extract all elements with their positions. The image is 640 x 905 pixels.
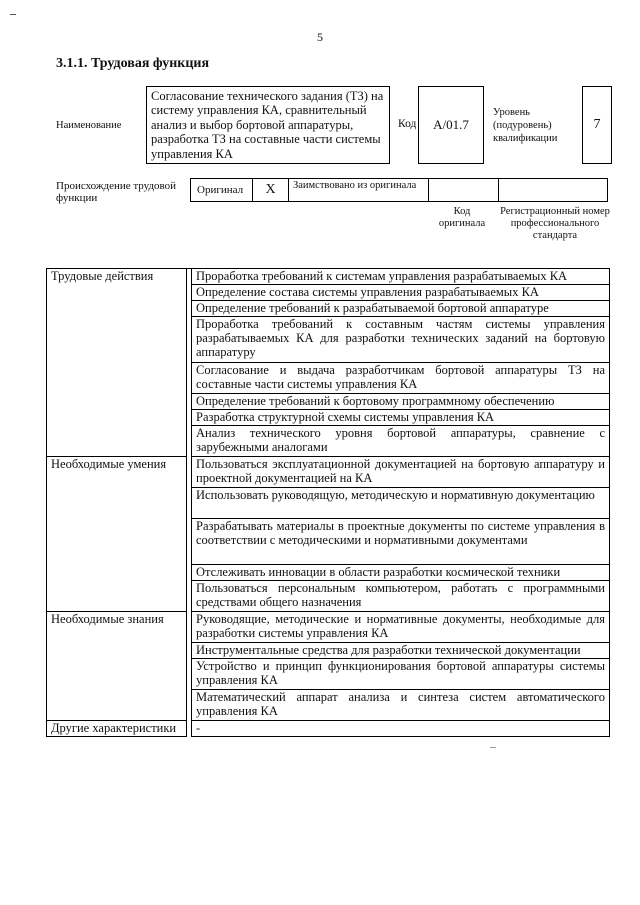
- list-item: Использовать руководящую, методическую и нормативную документацию: [191, 488, 609, 519]
- list-item: Инструментальные средства для разработки технической документации: [191, 643, 609, 659]
- code-original-caption: Код оригинала: [438, 206, 486, 229]
- section-required-knowledge: [47, 612, 609, 721]
- list-item: Отслеживать инновации в области разработки космической техники: [191, 565, 609, 581]
- list-item: Пользоваться эксплуатационной документацией на бортовую аппаратуру и проектной документацией на КА: [191, 457, 609, 488]
- list-item: Руководящие, методические и нормативные документы, необходимые для разработки системы управления КА: [191, 612, 609, 643]
- page-number: 5: [317, 30, 323, 44]
- section-label: Необходимые знания: [47, 612, 187, 721]
- section-labor-actions: [47, 269, 609, 457]
- scan-mark: [490, 747, 496, 748]
- list-item: Определение требований к разрабатываемой бортовой аппаратуре: [191, 301, 609, 317]
- code-original-cell: [429, 179, 499, 201]
- list-item: Разрабатывать материалы в проектные документы по системе управления в соответствии с методическими и нормативными документами: [191, 519, 609, 565]
- section-title: 3.1.1. Трудовая функция: [56, 56, 210, 71]
- list-item: -: [191, 721, 609, 737]
- list-item: Разработка структурной схемы системы управления КА: [191, 410, 609, 426]
- qualification-level-box: 7: [582, 86, 612, 164]
- list-item: Проработка требований к системам управления разрабатываемых КА: [191, 269, 609, 285]
- code-label: Код: [398, 118, 417, 130]
- section-required-skills: [47, 457, 609, 612]
- reg-number-cell: [499, 179, 607, 201]
- borrowed-label: Заимствовано из оригинала: [289, 179, 429, 201]
- list-item: Определение требований к бортовому программному обеспечению: [191, 394, 609, 410]
- section-other-characteristics: [47, 721, 609, 737]
- function-code-box: А/01.7: [418, 86, 484, 164]
- origin-label: Происхождение трудовой функции: [56, 180, 177, 204]
- qualification-level-label: Уровень (подуровень) квалификации: [493, 107, 558, 144]
- name-label: Наименование: [56, 120, 122, 131]
- section-label: Трудовые действия: [47, 269, 187, 457]
- list-item: Пользоваться персональным компьютером, работать с программными средствами общего назначения: [191, 581, 609, 612]
- list-item: Определение состава системы управления разрабатываемых КА: [191, 285, 609, 301]
- section-label: Другие характеристики: [47, 721, 187, 737]
- section-label: Необходимые умения: [47, 457, 187, 612]
- list-item: Устройство и принцип функционирования бортовой аппаратуры системы управления КА: [191, 659, 609, 690]
- list-item: Согласование и выдача разработчикам бортовой аппаратуры ТЗ на составные части системы управления КА: [191, 363, 609, 394]
- list-item: Анализ технического уровня бортовой аппаратуры, сравнение с зарубежными аналогами: [191, 426, 609, 457]
- list-item: Проработка требований к составным частям системы управления разрабатываемых КА для разработки технических заданий на бортовую аппаратуру: [191, 317, 609, 363]
- origin-row: [190, 178, 608, 202]
- scan-mark: [10, 14, 16, 15]
- original-mark: X: [253, 179, 289, 201]
- labor-function-table: [46, 268, 610, 737]
- function-name-box: Согласование технического задания (ТЗ) на систему управления КА, сравнительный анализ и выбор бортовой аппаратуры, разработка ТЗ на составные части системы управления КА: [146, 86, 390, 164]
- reg-number-caption: Регистрационный номер профессионального стандарта: [500, 206, 610, 241]
- list-item: Математический аппарат анализа и синтеза систем автоматического управления КА: [191, 690, 609, 721]
- original-label: Оригинал: [191, 179, 253, 201]
